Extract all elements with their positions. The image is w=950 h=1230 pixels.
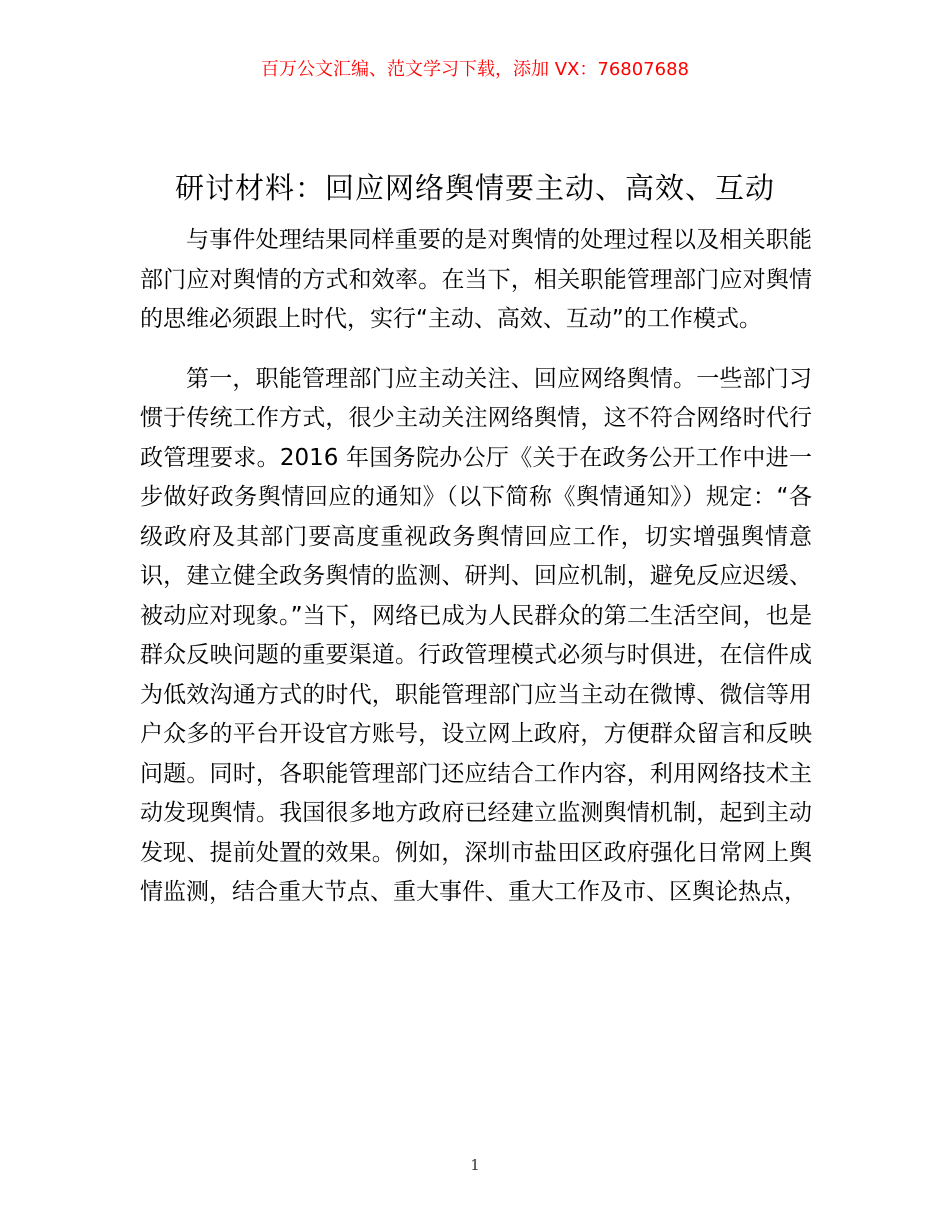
- document-title: 研讨材料：回应网络舆情要主动、高效、互动: [174, 171, 775, 205]
- document-body: [140, 221, 812, 933]
- paragraph-intro: 与事件处理结果同样重要的是对舆情的处理过程以及相关职能部门应对舆情的方式和效率。在当下，相关职能管理部门应对舆情的思维必须跟上时代，实行“主动、高效、互动”的工作模式。: [140, 227, 812, 332]
- header-banner: 百万公文汇编、范文学习下载，添加 VX：76807688: [261, 59, 689, 80]
- paragraph-first-point: 第一，职能管理部门应主动关注、回应网络舆情。一些部门习惯于传统工作方式，很少主动关注网络舆情，这不符合网络时代行政管理要求。2016 年国务院办公厅《关于在政务公开工作中进一步做好政务舆情回应的通知》（以下简称《舆情通知》）规定：“各级政府及其部门要高度重视政务舆情回应工作，切实增强舆情意识，建立健全政务舆情的监测、研判、回应机制，避免反应迟缓、被动应对现象。”当下，网络已成为人民群众的第二生活空间，也是群众反映问题的重要渠道。行政管理模式必须与时俱进，在信件成为低效沟通方式的时代，职能管理部门应当主动在微博、微信等用户众多的平台开设官方账号，设立网上政府，方便群众留言和反映问题。同时，各职能管理部门还应结合工作内容，利用网络技术主动发现舆情。我国很多地方政府已经建立监测舆情机制，起到主动发现、提前处置的效果。例如，深圳市盐田区政府强化日常网上舆情监测，结合重大节点、重大事件、重大工作及市、区舆论热点，: [140, 365, 812, 905]
- page-number: 1: [470, 1156, 480, 1174]
